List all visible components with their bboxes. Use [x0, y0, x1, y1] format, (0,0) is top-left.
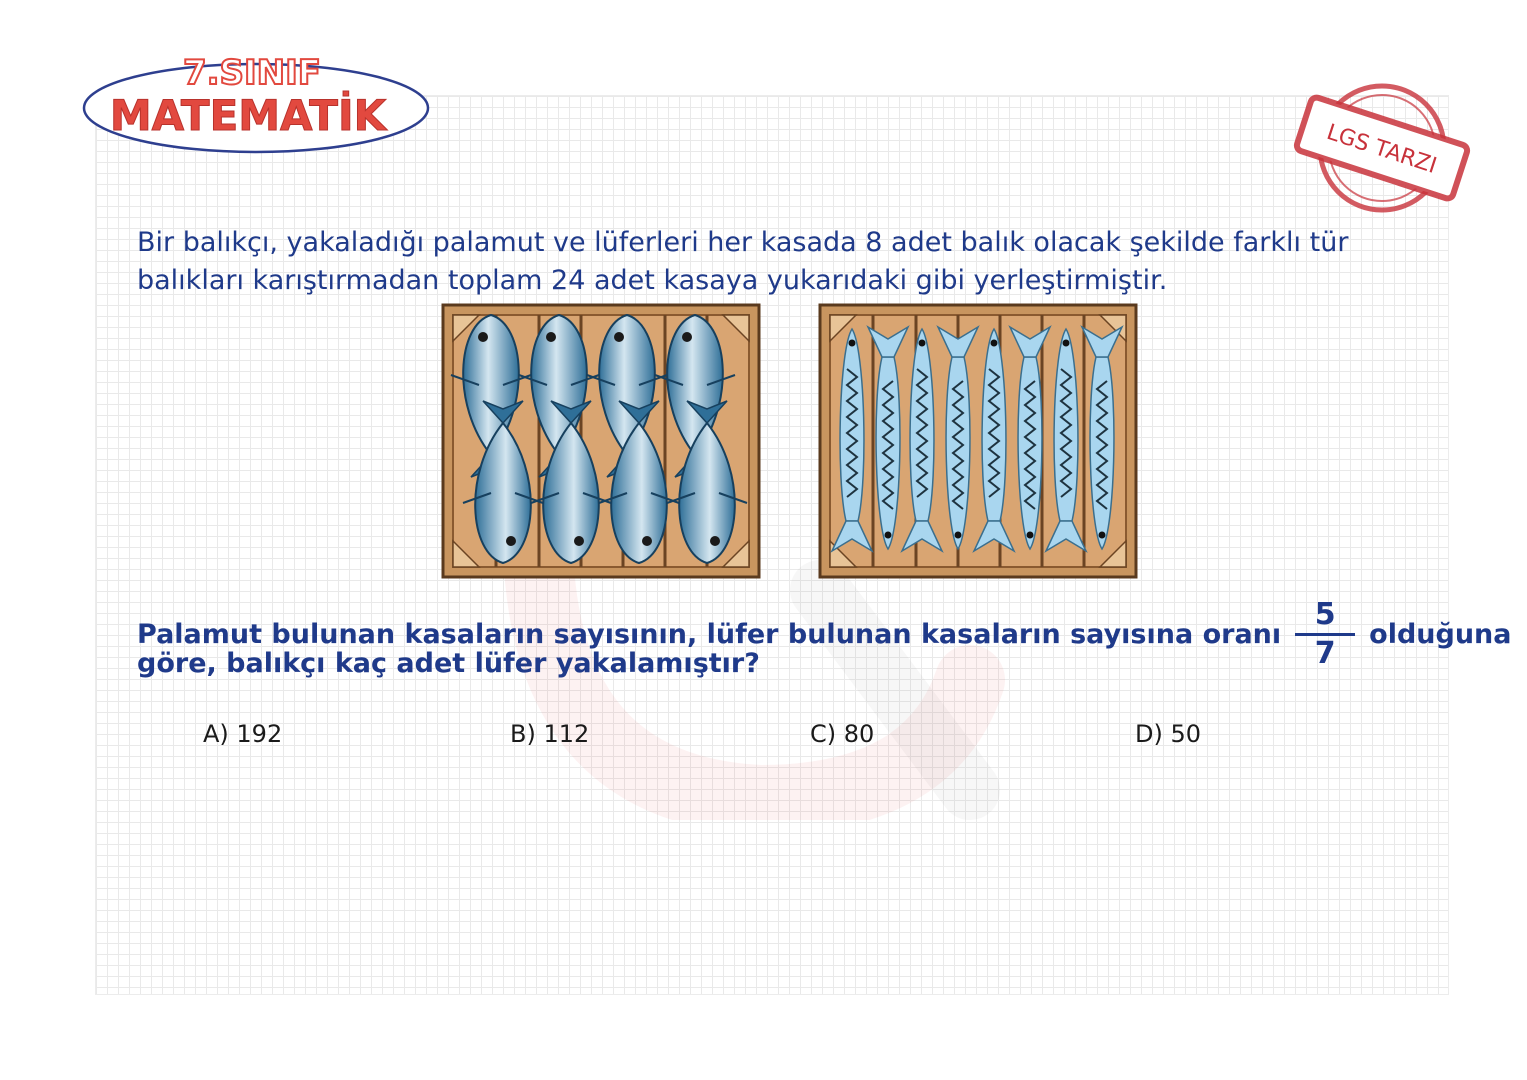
ratio-fraction: [1295, 597, 1355, 671]
question-text: [137, 597, 1512, 683]
question-line-2: göre, balıkçı kaç adet lüfer yakalamıştır?: [137, 648, 760, 679]
watermark-logo: [500, 560, 1020, 820]
logo-subject-text: MATEMATİK: [109, 91, 387, 140]
logo-grade-text: 7.SINIF: [182, 53, 322, 93]
problem-line-2: balıkları karıştırmadan toplam 24 adet kasaya yukarıdaki gibi yerleştirmiştir.: [137, 265, 1168, 296]
answer-options: [0, 720, 1527, 760]
lgs-tarzi-stamp: [1290, 70, 1480, 220]
option-a[interactable]: A) 192: [203, 720, 283, 748]
fraction-numerator: 5: [1314, 597, 1336, 632]
question-line-1-text: Palamut bulunan kasaların sayısının, lüfer bulunan kasaların sayısına oranı: [137, 618, 1282, 650]
question-line-1-end: olduğuna: [1369, 618, 1512, 650]
option-c[interactable]: C) 80: [810, 720, 875, 748]
problem-line-1: Bir balıkçı, yakaladığı palamut ve lüferleri her kasada 8 adet balık olacak şekilde farklı tür: [137, 227, 1349, 258]
option-d[interactable]: D) 50: [1135, 720, 1202, 748]
lufer-crate-illustration: [818, 303, 1138, 579]
fraction-denominator: 7: [1314, 636, 1336, 671]
stamp-text: LGS TARZI: [1323, 119, 1440, 179]
problem-statement: [137, 224, 1437, 300]
option-b[interactable]: B) 112: [510, 720, 590, 748]
matematik-logo: [80, 40, 440, 160]
palamut-crate-illustration: [441, 303, 761, 579]
